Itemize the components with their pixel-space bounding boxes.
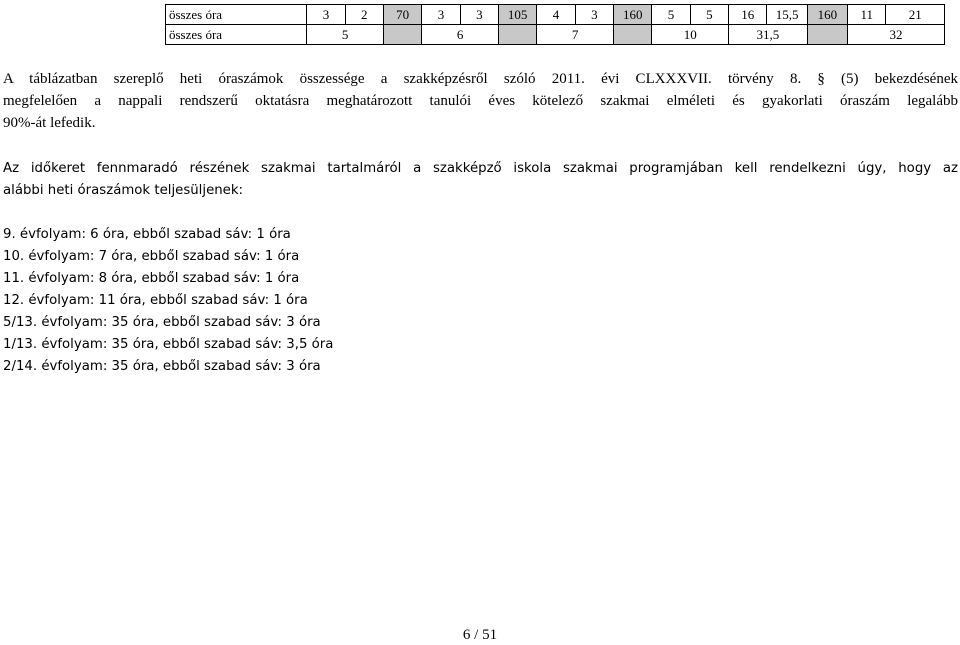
list-item: 9. évfolyam: 6 óra, ebből szabad sáv: 1 óra <box>3 227 291 242</box>
paragraph-line: Az időkeret fennmaradó részének szakmai tartalmáról a szakképző iskola szakmai programjában kell rendelkezni úgy, hogy az <box>3 161 958 176</box>
list-item: 10. évfolyam: 7 óra, ebből szabad sáv: 1 óra <box>3 249 300 264</box>
table-cell: 5 <box>690 5 728 25</box>
list-item: 12. évfolyam: 11 óra, ebből szabad sáv: 1 óra <box>3 293 308 308</box>
table-cell: 11 <box>848 5 886 25</box>
table-cell: 3 <box>575 5 613 25</box>
paragraph-law-reference <box>3 68 958 134</box>
paragraph-line: A táblázatban szereplő heti óraszámok összessége a szakképzésről szóló 2011. évi CLXXXVII. törvény 8. § (5) bekezdésének <box>3 71 958 87</box>
table-cell: 7 <box>537 25 614 45</box>
table-cell: 31,5 <box>729 25 808 45</box>
row-label: összes óra <box>166 5 307 25</box>
table-cell: 4 <box>537 5 575 25</box>
table-cell: 2 <box>345 5 383 25</box>
grade-hours-list <box>3 224 333 378</box>
table-cell-shaded <box>498 25 536 45</box>
table-cell: 15,5 <box>767 5 807 25</box>
table-row <box>166 25 945 45</box>
paragraph-line: alábbi heti óraszámok teljesüljenek: <box>3 183 244 198</box>
list-item: 2/14. évfolyam: 35 óra, ebből szabad sáv: 3 óra <box>3 359 321 374</box>
table-cell: 32 <box>848 25 945 45</box>
list-item: 11. évfolyam: 8 óra, ebből szabad sáv: 1 óra <box>3 271 300 286</box>
table-cell-shaded <box>614 25 652 45</box>
table-cell-shaded: 160 <box>614 5 652 25</box>
table-cell: 5 <box>652 5 690 25</box>
table-cell: 5 <box>307 25 384 45</box>
table-cell: 3 <box>422 5 460 25</box>
table-cell-shaded: 70 <box>383 5 421 25</box>
paragraph-remaining-time <box>3 158 958 202</box>
table-cell-shaded <box>807 25 847 45</box>
table-cell: 3 <box>460 5 498 25</box>
list-item: 5/13. évfolyam: 35 óra, ebből szabad sáv: 3 óra <box>3 315 321 330</box>
row-label: összes óra <box>166 25 307 45</box>
list-item: 1/13. évfolyam: 35 óra, ebből szabad sáv: 3,5 óra <box>3 337 334 352</box>
table-cell-shaded: 105 <box>498 5 536 25</box>
table-cell: 6 <box>422 25 499 45</box>
table-cell: 16 <box>729 5 767 25</box>
paragraph-line: megfelelően a nappali rendszerű oktatásra meghatározott tanulói éves kötelező szakmai elméleti és gyakorlati óraszám legalább <box>3 93 958 109</box>
paragraph-line: 90%-át lefedik. <box>3 115 96 131</box>
table-row <box>166 5 945 25</box>
page-number: 6 / 51 <box>462 627 498 643</box>
table-cell-shaded <box>383 25 421 45</box>
table-cell: 21 <box>886 5 945 25</box>
table-cell: 10 <box>652 25 729 45</box>
table-cell: 3 <box>307 5 345 25</box>
table-cell-shaded: 160 <box>807 5 847 25</box>
hours-table <box>165 4 945 45</box>
